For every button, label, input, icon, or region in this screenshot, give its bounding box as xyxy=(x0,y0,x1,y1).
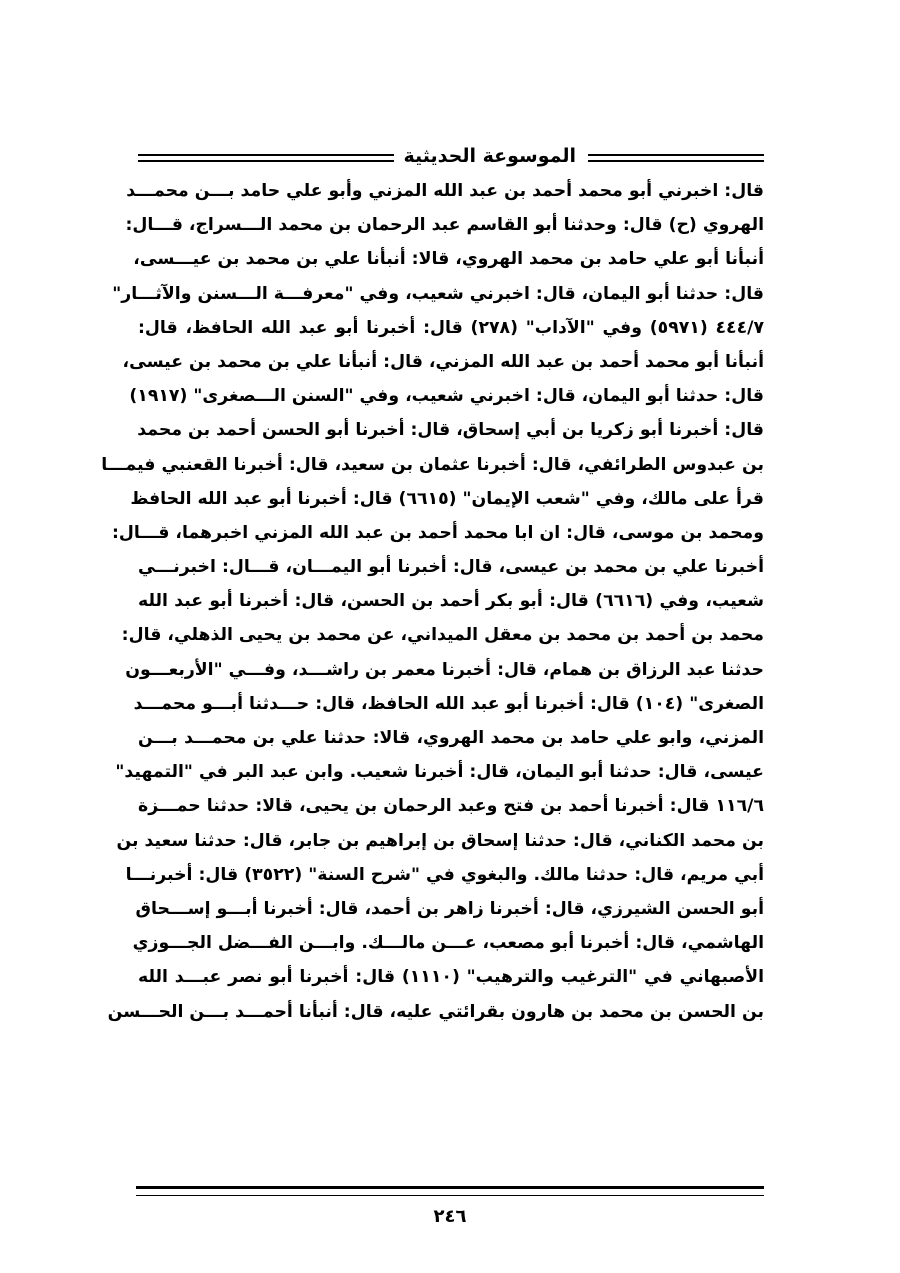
text-line: أبي مريم، قال: حدثنا مالك. والبغوي في "شرح السنة" (٣٥٢٢) قال: أخبرنـــا xyxy=(125,864,764,885)
text-line: حدثنا عبد الرزاق بن همام، قال: أخبرنا معمر بن راشـــد، وفـــي "الأربعـــون xyxy=(125,659,764,680)
page-number: ٢٤٦ xyxy=(433,1206,467,1227)
footer-rule xyxy=(136,1186,764,1196)
text-line: أنبأنا أبو علي حامد بن محمد الهروي، قالا: أنبأنا علي بن محمد بن عيـــسى، xyxy=(133,249,764,270)
text-line: الصغرى" (١٠٤) قال: أخبرنا أبو عبد الله الحافظ، قال: حـــدثنا أبـــو محمـــد xyxy=(133,693,764,714)
text-line: قال: حدثنا أبو اليمان، قال: اخبرني شعيب، وفي "معرفـــة الـــسنن والآثـــار" xyxy=(112,283,764,304)
text-line: بن الحسن بن محمد بن هارون بقرائتي عليه، قال: أنبأنا أحمـــد بـــن الحـــسن xyxy=(107,1001,764,1022)
text-line: شعيب، وفي (٦٦١٦) قال: أبو بكر أحمد بن الحسن، قال: أخبرنا أبو عبد الله xyxy=(138,591,764,612)
text-line: بن عبدوس الطرائفي، قال: أخبرنا عثمان بن سعيد، قال: أخبرنا القعنبي فيمـــا xyxy=(101,454,764,475)
text-line: بن محمد الكناني، قال: حدثنا إسحاق بن إبراهيم بن جابر، قال: حدثنا سعيد بن xyxy=(116,830,764,851)
text-line: المزني، وابو علي حامد بن محمد الهروي، قالا: حدثنا علي بن محمـــد بـــن xyxy=(138,728,764,748)
text-line: الهاشمي، قال: أخبرنا أبو مصعب، عـــن مالـــك. وابـــن الفـــضل الجـــوزي xyxy=(132,933,764,954)
text-line: الهروي (ح) قال: وحدثنا أبو القاسم عبد الرحمان بن محمد الـــسراج، قـــال: xyxy=(125,215,764,236)
running-header xyxy=(138,140,764,172)
text-line: قال: أخبرنا أبو زكريا بن أبي إسحاق، قال: أخبرنا أبو الحسن أحمد بن محمد xyxy=(137,420,764,441)
text-line: أبو الحسن الشيرزي، قال: أخبرنا زاهر بن أحمد، قال: أخبرنا أبـــو إســـحاق xyxy=(135,898,764,919)
text-line: قرأ على مالك، وفي "شعب الإيمان" (٦٦١٥) قال: أخبرنا أبو عبد الله الحافظ xyxy=(130,488,764,509)
text-line: الأصبهاني في "الترغيب والترهيب" (١١١٠) قال: أخبرنا أبو نصر عبـــد الله xyxy=(138,967,765,988)
text-line: محمد بن أحمد بن محمد بن معقل الميداني، عن محمد بن يحيى الذهلي، قال: xyxy=(121,625,764,646)
text-line: أنبأنا أبو محمد أحمد بن عبد الله المزني، قال: أنبأنا علي بن محمد بن عيسى، xyxy=(122,351,764,372)
text-line: ومحمد بن موسى، قال: ان ابا محمد أحمد بن عبد الله المزني اخبرهما، قـــال: xyxy=(111,522,764,543)
text-line: أخبرنا علي بن محمد بن عيسى، قال: أخبرنا أبو اليمـــان، قـــال: اخبرنـــي xyxy=(138,557,764,578)
header-rule-right xyxy=(588,154,764,162)
text-line: عيسى، قال: حدثنا أبو اليمان، قال: أخبرنا شعيب. وابن عبد البر في "التمهيد" xyxy=(115,762,764,783)
text-line: ٤٤٤/٧ (٥٩٧١) وفي "الآداب" (٢٧٨) قال: أخبرنا أبو عبد الله الحافظ، قال: xyxy=(138,317,764,338)
text-line: قال: حدثنا أبو اليمان، قال: اخبرني شعيب، وفي "السنن الـــصغرى" (١٩١٧) xyxy=(129,386,764,407)
header-title: الموسوعة الحديثية xyxy=(394,140,587,172)
text-line: ١١٦/٦ قال: أخبرنا أحمد بن فتح وعبد الرحمان بن يحيى، قالا: حدثنا حمـــزة xyxy=(138,796,764,817)
body-text xyxy=(101,174,765,1029)
page-content xyxy=(101,140,765,1150)
text-line: قال: اخبرني أبو محمد أحمد بن عبد الله المزني وأبو علي حامد بـــن محمـــد xyxy=(126,181,764,201)
